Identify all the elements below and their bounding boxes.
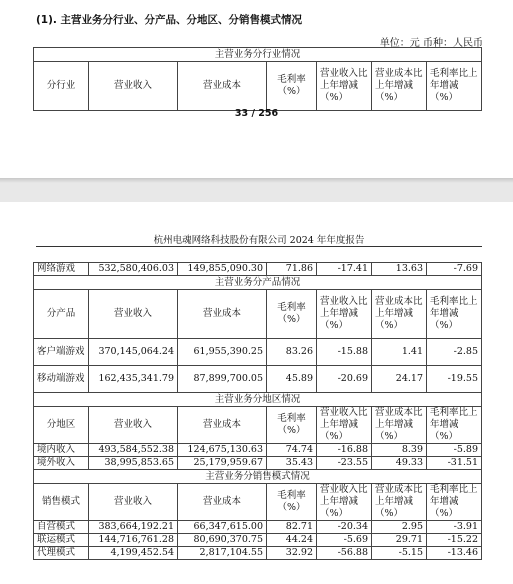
col-header-revenue: 营业收入 [89,290,178,339]
col-header-rev-change: 营业收入比上年增减（%） [317,290,372,339]
col-header-category: 分行业 [34,62,89,111]
revenue-cell: 4,199,452.54 [89,547,178,560]
margin-cell: 83.26 [267,339,317,366]
cost-change-cell: 1.41 [372,339,427,366]
row-name: 境外收入 [34,457,89,470]
revenue-cell: 38,995,853.65 [89,457,178,470]
margin-cell: 44.24 [267,534,317,547]
cost-cell: 124,675,130.63 [178,444,267,457]
header-rule [36,246,482,247]
margin-change-cell: -15.22 [427,534,482,547]
table-row [34,263,482,276]
section-industry-title: 主营业务分行业情况 [34,48,482,62]
page-shadow [0,178,513,183]
col-header-rev-change: 营业收入比上年增减（%） [317,484,372,521]
col-header-rev-change: 营业收入比上年增减（%） [317,62,372,111]
margin-change-cell: -13.46 [427,547,482,560]
margin-cell: 82.71 [267,521,317,534]
col-header-revenue: 营业收入 [89,407,178,444]
unit-line: 单位：元 币种：人民币 [379,38,483,49]
cost-cell: 87,899,700.05 [178,366,267,393]
revenue-cell: 532,580,406.03 [89,263,178,276]
revenue-cell: 383,664,192.21 [89,521,178,534]
row-name: 移动端游戏 [34,366,89,393]
col-header-margin: 毛利率（%） [267,62,317,111]
cost-cell: 80,690,370.75 [178,534,267,547]
cost-change-cell: 29.71 [372,534,427,547]
cost-cell: 25,179,959.67 [178,457,267,470]
report-page-top [0,0,513,178]
cost-cell: 149,855,090.30 [178,263,267,276]
rev-change-cell: -23.55 [317,457,372,470]
rev-change-cell: -20.34 [317,521,372,534]
section-product-title: 主营业务分产品情况 [34,276,482,290]
table-row [34,339,482,366]
margin-change-cell: -5.89 [427,444,482,457]
rev-change-cell: -56.88 [317,547,372,560]
col-header-cost: 营业成本 [178,407,267,444]
row-name: 联运模式 [34,534,89,547]
col-header-cost: 营业成本 [178,484,267,521]
report-header: 杭州电魂网络科技股份有限公司 2024 年年度报告 [153,235,365,246]
revenue-cell: 162,435,341.79 [89,366,178,393]
col-header-cost: 营业成本 [178,290,267,339]
col-header-cost-change: 营业成本比上年增减（%） [372,484,427,521]
row-name: 客户端游戏 [34,339,89,366]
rev-change-cell: -5.69 [317,534,372,547]
margin-cell: 74.74 [267,444,317,457]
col-header-cost-change: 营业成本比上年增减（%） [372,62,427,111]
row-name: 自营模式 [34,521,89,534]
cost-change-cell: -5.15 [372,547,427,560]
col-header-category: 销售模式 [34,484,89,521]
cost-change-cell: 13.63 [372,263,427,276]
table-row [34,457,482,470]
margin-change-cell: -2.85 [427,339,482,366]
cost-cell: 66,347,615.00 [178,521,267,534]
col-header-margin: 毛利率（%） [267,484,317,521]
cost-change-cell: 24.17 [372,366,427,393]
row-name: 网络游戏 [34,263,89,276]
section-title: (1). 主营业务分行业、分产品、分地区、分销售模式情况 [36,14,303,26]
col-header-revenue: 营业收入 [89,484,178,521]
margin-change-cell: -31.51 [427,457,482,470]
col-header-rev-change: 营业收入比上年增减（%） [317,407,372,444]
row-name: 境内收入 [34,444,89,457]
col-header-margin: 毛利率（%） [267,290,317,339]
rev-change-cell: -20.69 [317,366,372,393]
margin-change-cell: -7.69 [427,263,482,276]
col-header-category: 分地区 [34,407,89,444]
section-sales-title: 主营业务分销售模式情况 [34,470,482,484]
col-header-cost-change: 营业成本比上年增减（%） [372,407,427,444]
cost-change-cell: 49.33 [372,457,427,470]
table-row [34,521,482,534]
margin-cell: 32.92 [267,547,317,560]
table-row [34,366,482,393]
row-name: 代理模式 [34,547,89,560]
margin-change-cell: -3.91 [427,521,482,534]
table-row [34,547,482,560]
cost-cell: 61,955,390.25 [178,339,267,366]
table-row [34,534,482,547]
rev-change-cell: -17.41 [317,263,372,276]
col-header-category: 分产品 [34,290,89,339]
col-header-cost: 营业成本 [178,62,267,111]
table-row [34,444,482,457]
cost-change-cell: 2.95 [372,521,427,534]
margin-cell: 45.89 [267,366,317,393]
rev-change-cell: -15.88 [317,339,372,366]
segment-table [33,262,482,560]
col-header-cost-change: 营业成本比上年增减（%） [372,290,427,339]
col-header-margin-change: 毛利率比上年增减（%） [427,484,482,521]
margin-cell: 35.43 [267,457,317,470]
margin-change-cell: -19.55 [427,366,482,393]
col-header-revenue: 营业收入 [89,62,178,111]
revenue-cell: 144,716,761.28 [89,534,178,547]
page-number: 33 / 256 [234,108,279,119]
col-header-margin-change: 毛利率比上年增减（%） [427,62,482,111]
cost-cell: 2,817,104.55 [178,547,267,560]
col-header-margin: 毛利率（%） [267,407,317,444]
section-region-title: 主营业务分地区情况 [34,393,482,407]
industry-header-table [33,47,482,111]
col-header-margin-change: 毛利率比上年增减（%） [427,407,482,444]
cost-change-cell: 8.39 [372,444,427,457]
margin-cell: 71.86 [267,263,317,276]
rev-change-cell: -16.88 [317,444,372,457]
revenue-cell: 493,584,552.38 [89,444,178,457]
revenue-cell: 370,145,064.24 [89,339,178,366]
col-header-margin-change: 毛利率比上年增减（%） [427,290,482,339]
